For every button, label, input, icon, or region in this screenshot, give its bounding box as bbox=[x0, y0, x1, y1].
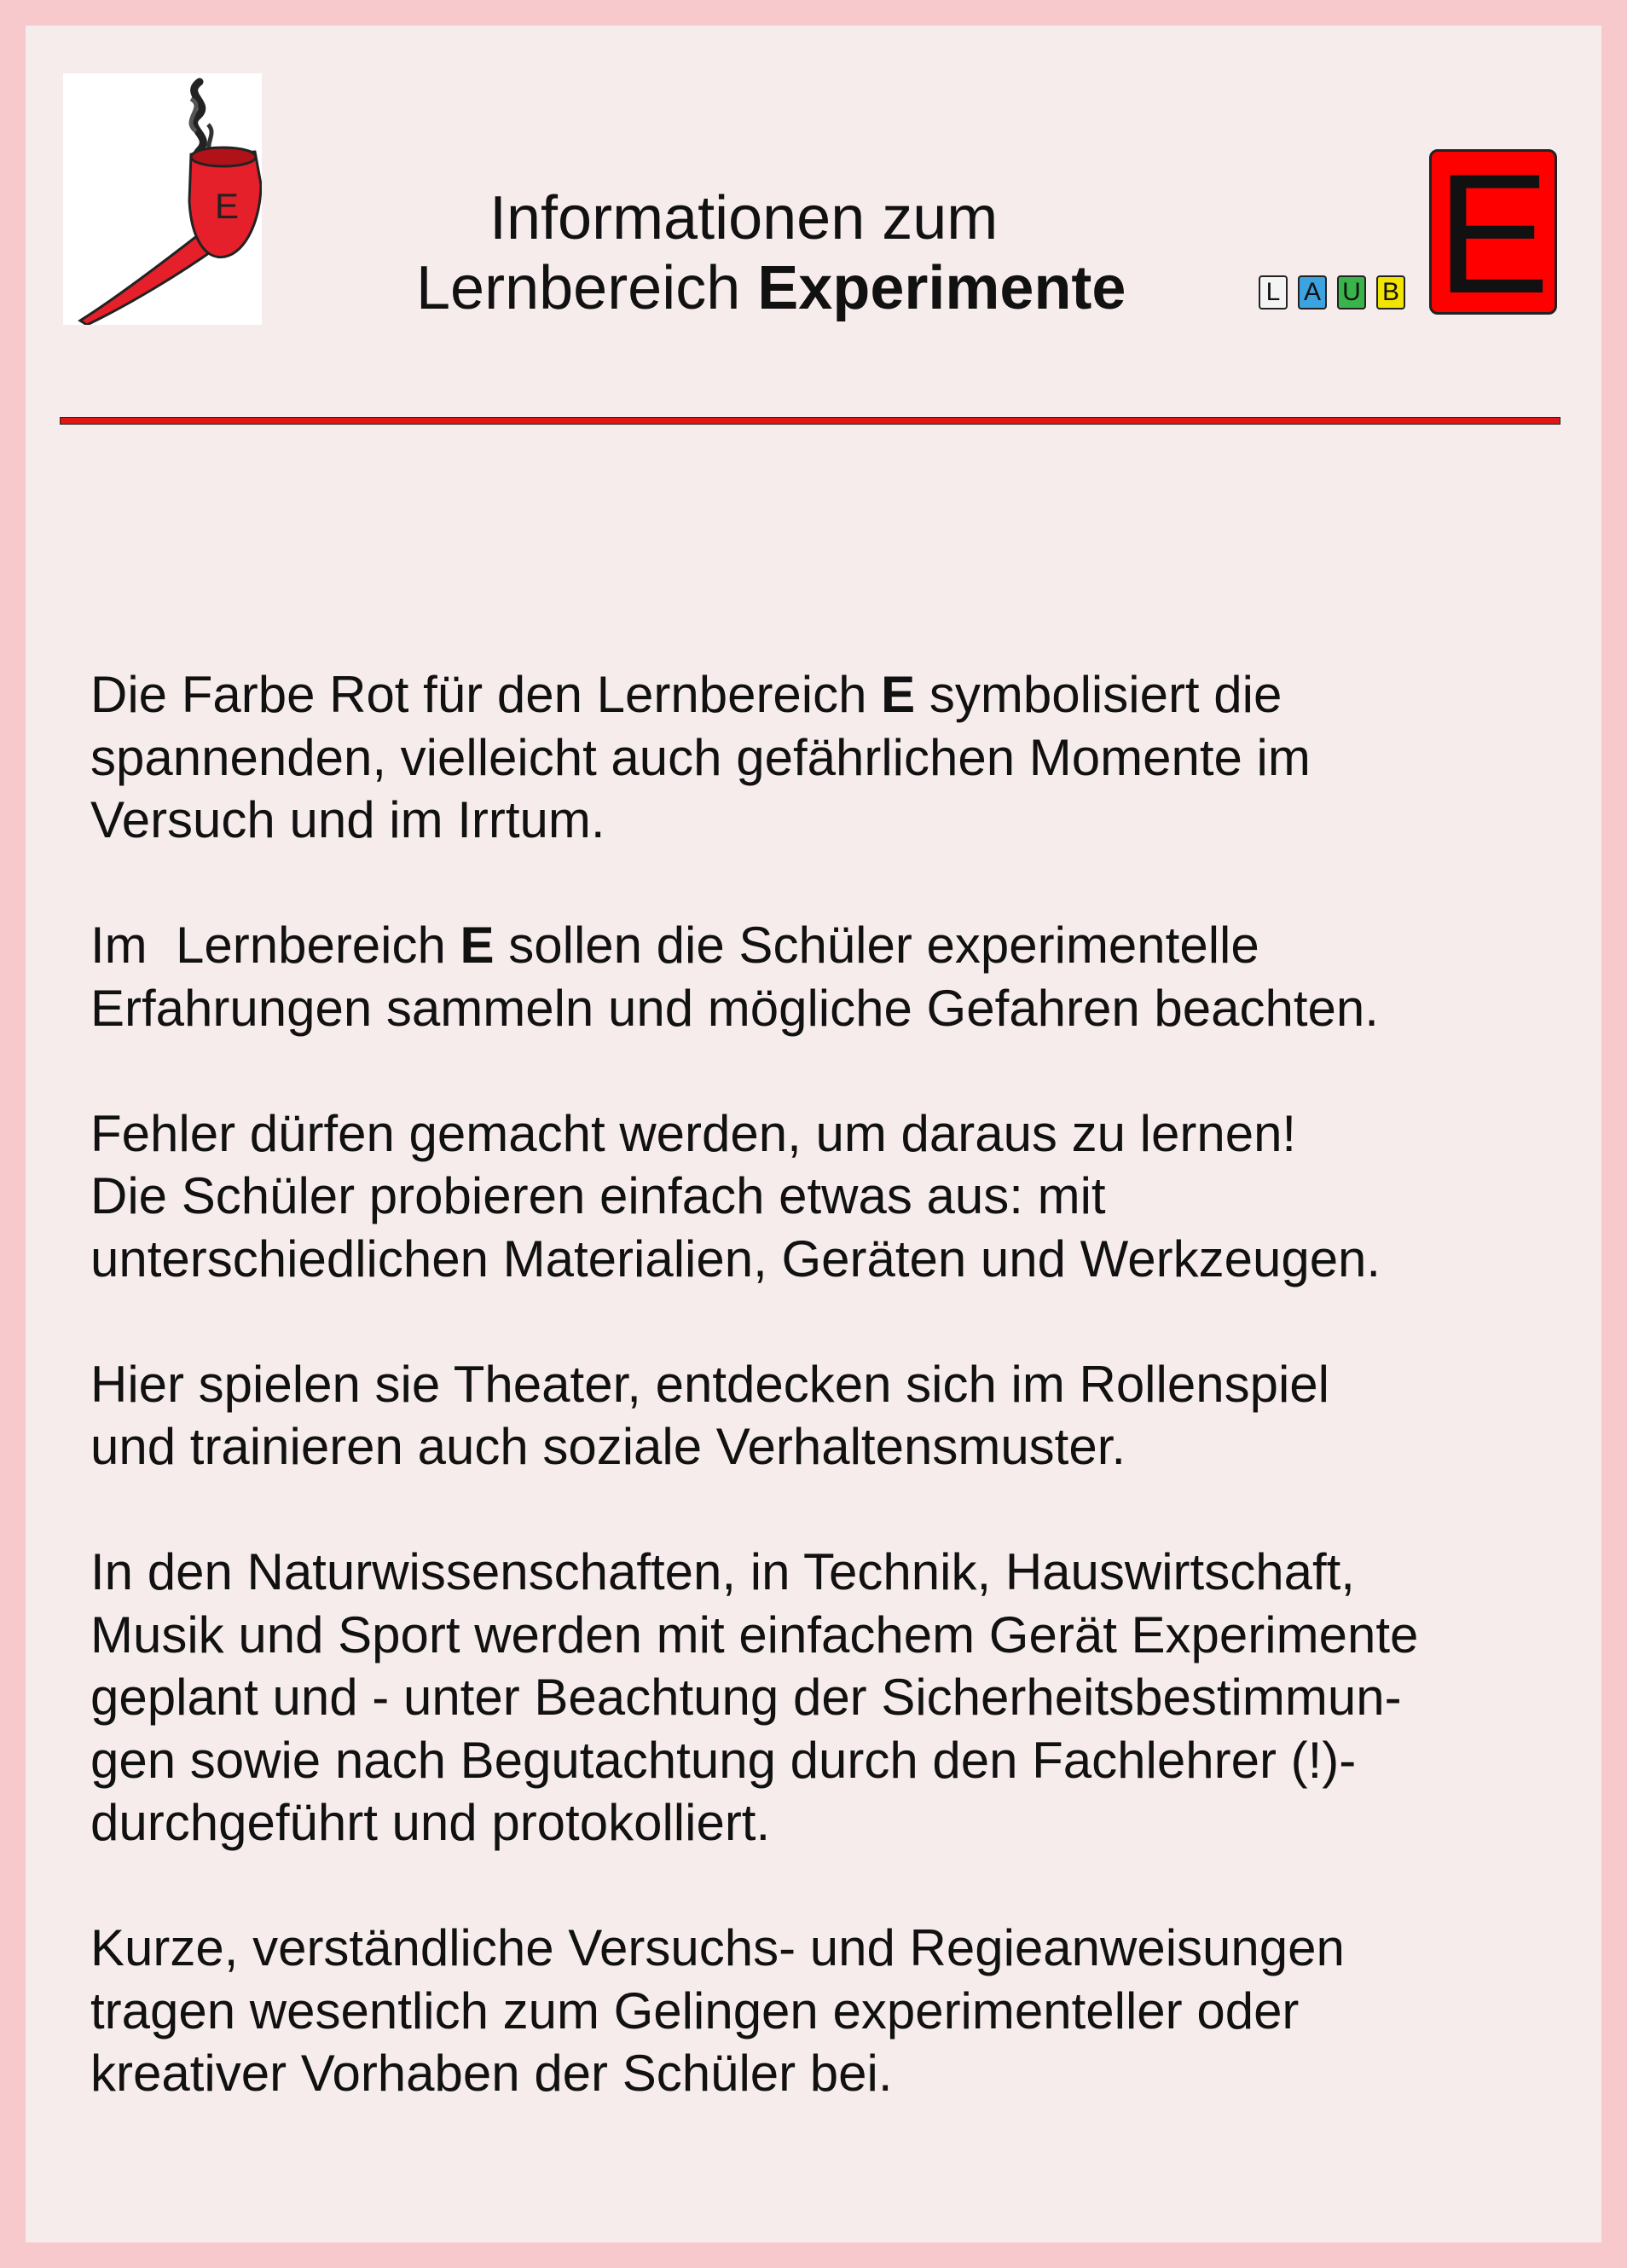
page-sheet bbox=[26, 26, 1601, 2242]
text-line: gen sowie nach Begutachtung durch den Fachlehrer (!)- bbox=[90, 1731, 1357, 1789]
title-line-1: Informationen zum bbox=[489, 184, 999, 252]
body-text bbox=[90, 663, 1591, 2167]
paragraph-4 bbox=[90, 1353, 1591, 1478]
text-line: tragen wesentlich zum Gelingen experimenteller oder bbox=[90, 1982, 1300, 2039]
text-line: Kurze, verständliche Versuchs- und Regieanweisungen bbox=[90, 1919, 1345, 1976]
title-line-2-prefix: Lernbereich bbox=[416, 254, 758, 322]
pipe-icon bbox=[63, 73, 262, 325]
text-segment: sollen die Schüler experimentelle bbox=[494, 917, 1259, 974]
text-line: durchgeführt und protokolliert. bbox=[90, 1794, 771, 1851]
text-line: Versuch und im Irrtum. bbox=[90, 791, 605, 848]
text-line: unterschiedlichen Materialien, Geräten und Werkzeugen. bbox=[90, 1229, 1381, 1287]
text-line bbox=[90, 914, 1591, 977]
paragraph-6 bbox=[90, 1917, 1591, 2105]
bold-letter: E bbox=[460, 917, 495, 974]
smoking-pipe-logo bbox=[63, 73, 262, 325]
paragraph-5 bbox=[90, 1541, 1591, 1854]
text-line bbox=[90, 663, 1591, 726]
text-segment: symbolisiert die bbox=[915, 666, 1282, 723]
title-line-2 bbox=[416, 253, 1126, 323]
experiment-badge: E bbox=[1429, 149, 1557, 315]
text-line: Die Schüler probieren einfach etwas aus: mit bbox=[90, 1167, 1106, 1224]
text-line: Fehler dürfen gemacht werden, um daraus zu lernen! bbox=[90, 1104, 1297, 1162]
paragraph-3 bbox=[90, 1102, 1591, 1291]
badge-b: B bbox=[1376, 275, 1405, 310]
laub-badges bbox=[1259, 275, 1405, 310]
text-segment: Im Lernbereich bbox=[90, 917, 460, 974]
text-segment: Die Farbe Rot für den Lernbereich bbox=[90, 666, 882, 723]
text-line: geplant und - unter Beachtung der Sicherheitsbestimmun- bbox=[90, 1669, 1402, 1726]
badge-l: L bbox=[1259, 275, 1288, 310]
text-line: und trainieren auch soziale Verhaltensmuster. bbox=[90, 1418, 1126, 1475]
badge-a: A bbox=[1298, 275, 1327, 310]
svg-text:E: E bbox=[215, 186, 240, 226]
header-divider bbox=[60, 417, 1560, 425]
paragraph-2 bbox=[90, 914, 1591, 1039]
text-line: kreativer Vorhaben der Schüler bei. bbox=[90, 2045, 893, 2102]
text-line: Erfahrungen sammeln und mögliche Gefahren beachten. bbox=[90, 979, 1379, 1037]
text-line: In den Naturwissenschaften, in Technik, Hauswirtschaft, bbox=[90, 1543, 1355, 1600]
title-line-2-bold: Experimente bbox=[757, 254, 1126, 322]
bold-letter: E bbox=[881, 666, 916, 723]
text-line: spannenden, vielleicht auch gefährlichen Momente im bbox=[90, 728, 1311, 786]
badge-u: U bbox=[1337, 275, 1366, 310]
text-line: Hier spielen sie Theater, entdecken sich im Rollenspiel bbox=[90, 1355, 1329, 1413]
paragraph-1 bbox=[90, 663, 1591, 852]
text-line: Musik und Sport werden mit einfachem Gerät Experimente bbox=[90, 1606, 1419, 1663]
